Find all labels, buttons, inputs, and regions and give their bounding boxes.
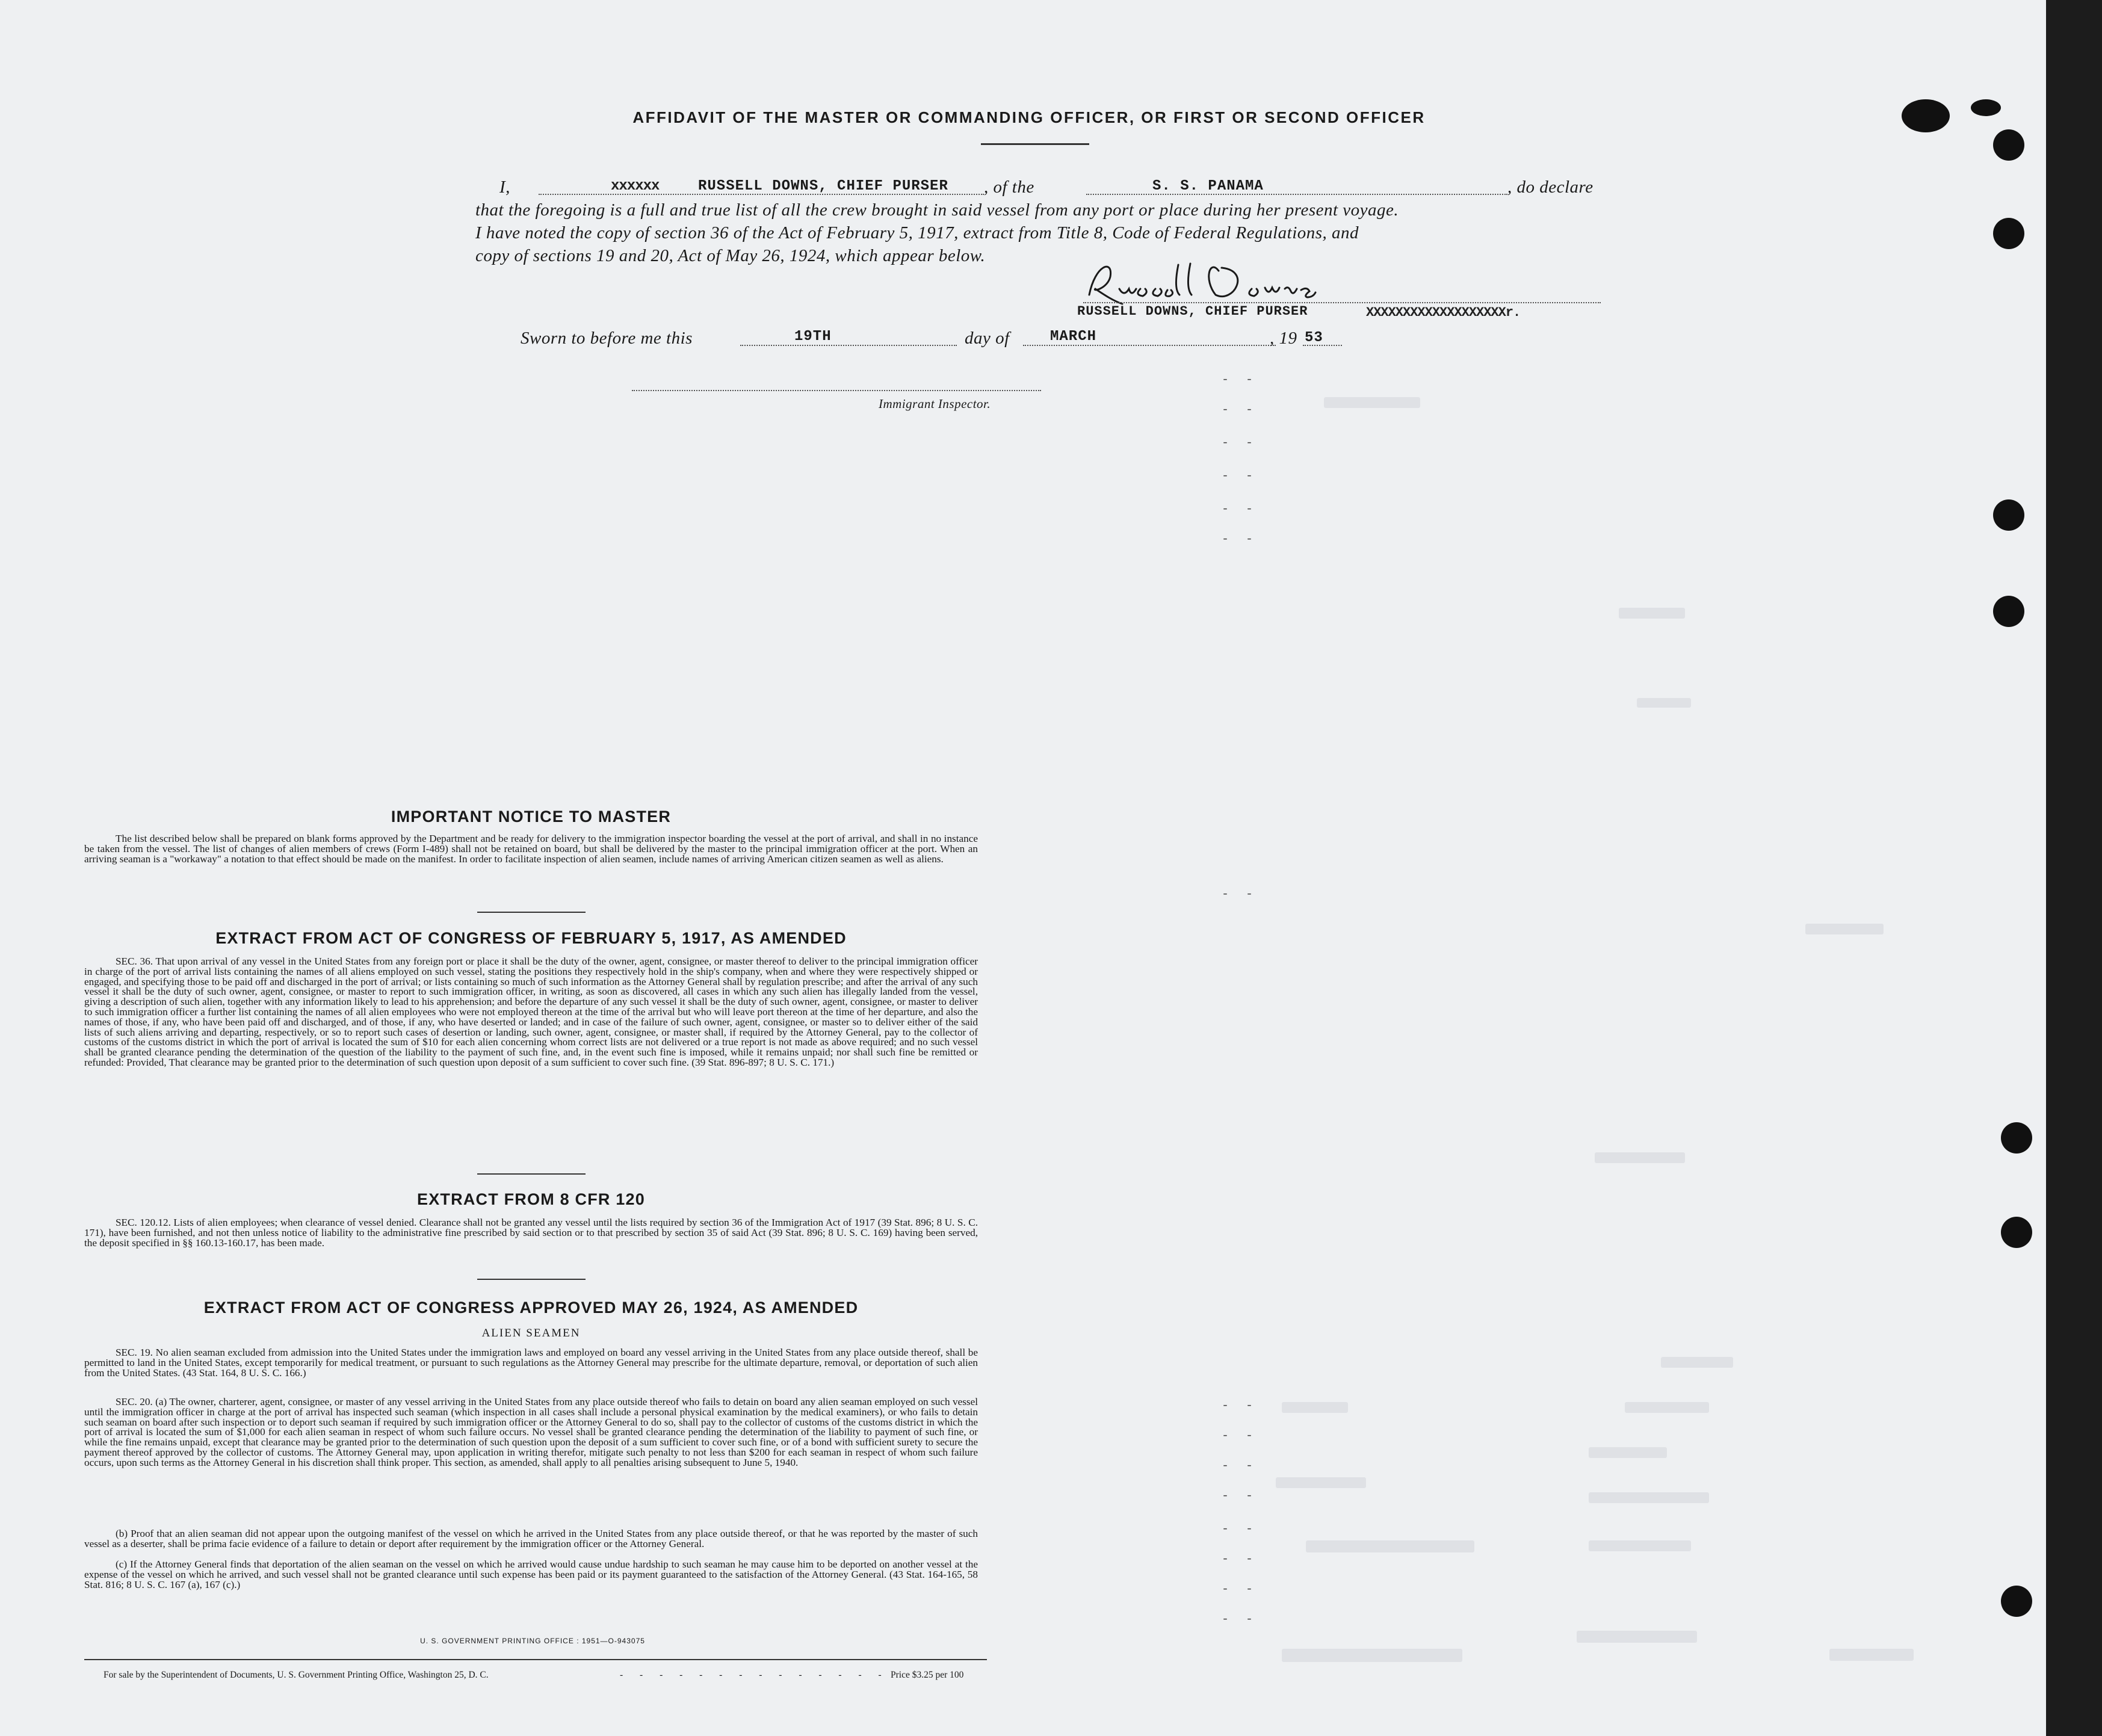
- bleed-through-mark: [1637, 698, 1691, 708]
- sworn-month: MARCH: [1050, 329, 1097, 345]
- punch-hole: [1993, 129, 2024, 161]
- ink-blot: [1971, 99, 2001, 116]
- bleed-through-dash: - -: [1222, 1522, 1258, 1536]
- sale-notice: For sale by the Superintendent of Documents, U. S. Government Printing Office, Washington 25, D. C.: [104, 1670, 489, 1680]
- bleed-through-dash: - -: [1222, 469, 1258, 483]
- sec20b-text: (b) Proof that an alien seaman did not appear upon the outgoing manifest of the vessel on which he arrived in the United States from any place outside thereof, or that he was reported by the master of such vessel as a deserter, shall be prima facie evidence of a failure to detain or deport after requirement by the immigration officer or the Attorney General.: [84, 1528, 978, 1549]
- bleed-through-dash: - -: [1222, 403, 1258, 417]
- bleed-through-dash: - -: [1222, 436, 1258, 450]
- footer-rule: [84, 1659, 987, 1660]
- notice-text: The list described below shall be prepared on blank forms approved by the Department and be ready for delivery to the immigration inspector boarding the vessel at the port of arrival, and shall in no instance be taken from the vessel. The list of changes of alien members of crews (Form I-489) shall not be retained on board, but shall be delivered by the master to the principal immigration officer at the port. When an arriving seaman is a "workaway" a notation to that effect should be made on the manifest. In order to facilitate inspection of alien seamen, include names of arriving American citizen seamen as well as aliens.: [84, 833, 978, 865]
- bleed-through-mark: [1589, 1540, 1691, 1551]
- bleed-through-dash: - -: [1222, 1489, 1258, 1503]
- sworn-label: Sworn to before me this: [521, 329, 693, 348]
- bleed-through-mark: [1324, 397, 1420, 408]
- notice-divider: [477, 912, 586, 913]
- signature-field-line: [1083, 302, 1601, 303]
- extract-cfr-text: SEC. 120.12. Lists of alien employees; when clearance of vessel denied. Clearance shall not be granted any vessel until the lists required by section 36 of the Immigration Act of 1917 (39 Stat. 896; 8 U. S. C. 171), have been furnished, and not then unless notice of liability to the administrative fine prescribed by said section or to that prescribed by section 35 of said Act (39 Stat. 896; 8 U. S. C. 169) having been served, the deposit specified in §§ 160.13-160.17, has been made.: [84, 1217, 978, 1249]
- day-of-label: day of: [965, 329, 1010, 348]
- scan-edge: [2046, 0, 2102, 1736]
- struck-prefix: xxxxxx: [611, 178, 660, 194]
- affidavit-title: AFFIDAVIT OF THE MASTER OR COMMANDING OFFICER, OR FIRST OR SECOND OFFICER: [632, 108, 1426, 126]
- punch-hole: [2001, 1122, 2032, 1154]
- bleed-through-dash: - -: [1222, 1399, 1258, 1413]
- bleed-through-dash: - -: [1222, 1429, 1258, 1443]
- punch-hole: [2001, 1217, 2032, 1248]
- vessel-field-line: [1086, 194, 1507, 195]
- declaration-line-2: that the foregoing is a full and true list of all the crew brought in said vessel from any port or place during her present voyage.: [475, 200, 1399, 220]
- extract-cfr-divider: [477, 1279, 586, 1280]
- punch-hole: [1993, 596, 2024, 627]
- bleed-through-dash: - -: [1222, 1583, 1258, 1596]
- punch-hole: [2001, 1586, 2032, 1617]
- bleed-through-dash: - -: [1222, 1459, 1258, 1473]
- sworn-day-line: [740, 345, 957, 346]
- signature-typed-name: RUSSELL DOWNS, CHIEF PURSER: [1077, 304, 1308, 319]
- sworn-year: 53: [1305, 330, 1323, 346]
- year-line: [1303, 345, 1342, 346]
- struck-title: XXXXXXXXXXXXXXXXXXXr.: [1366, 305, 1521, 320]
- inspector-signature-line: [632, 390, 1041, 391]
- bleed-through-mark: [1805, 924, 1884, 934]
- price-notice: Price $3.25 per 100: [891, 1670, 964, 1680]
- do-declare-label: , do declare: [1507, 178, 1594, 197]
- bleed-through-mark: [1282, 1402, 1348, 1413]
- bleed-through-mark: [1661, 1357, 1733, 1368]
- bleed-through-mark: [1276, 1477, 1366, 1488]
- bleed-through-mark: [1577, 1631, 1697, 1643]
- bleed-through-mark: [1829, 1649, 1914, 1661]
- declaration-line-3: I have noted the copy of section 36 of the Act of February 5, 1917, extract from Title 8, Code of Federal Regulations, and: [475, 223, 1359, 242]
- bleed-through-mark: [1619, 608, 1685, 619]
- extract-1917-title: EXTRACT FROM ACT OF CONGRESS OF FEBRUARY 5, 1917, AS AMENDED: [215, 929, 847, 947]
- sworn-month-line: [1023, 345, 1276, 346]
- gpo-imprint: U. S. GOVERNMENT PRINTING OFFICE : 1951—O-943075: [420, 1637, 645, 1645]
- bleed-through-dash: - -: [1222, 502, 1258, 516]
- title-underline: [981, 143, 1089, 145]
- vessel-name: S. S. PANAMA: [1152, 178, 1264, 194]
- ink-blot: [1902, 99, 1950, 132]
- of-the-label: , of the: [984, 178, 1034, 197]
- bleed-through-mark: [1625, 1402, 1709, 1413]
- punch-hole: [1993, 218, 2024, 249]
- extract-1917-divider: [477, 1173, 586, 1175]
- inspector-label: Immigrant Inspector.: [879, 397, 991, 411]
- sec19-text: SEC. 19. No alien seaman excluded from admission into the United States under the immigration laws and employed on board any vessel arriving in the United States from any place outside thereof, shall be permitted to land in the United States, except temporarily for medical treatment, or pursuant to such regulations as the Attorney General may prescribe for the ultimate departure, removal, or deportation of such alien from the United States. (43 Stat. 164, 8 U. S. C. 166.): [84, 1347, 978, 1379]
- bleed-through-mark: [1306, 1540, 1474, 1552]
- punch-hole: [1993, 499, 2024, 531]
- alien-seamen-subtitle: ALIEN SEAMEN: [481, 1327, 581, 1339]
- sworn-day: 19TH: [794, 329, 832, 345]
- bleed-through-mark: [1589, 1447, 1667, 1458]
- sec20a-text: SEC. 20. (a) The owner, charterer, agent, consignee, or master of any vessel arriving in the United States from any place outside thereof who fails to detain on board any alien seaman employed on such vessel until the immigration officer in charge at the port of arrival has inspected such seaman (which inspection in all cases shall include a personal physical examination by the medical examiners), or who fails to detain such seaman on board after such inspection or to deport such seaman if required by such immigration officer or the Attorney General to do so, shall pay to the collector of customs of the customs district in which the port of arrival is located the sum of $1,000 for each alien seaman in respect of whom such failure occurs. No vessel shall be granted clearance pending the determination of the liability to payment of such fine, or while the fine remains unpaid, except that clearance may be granted prior to the determination of such question upon the deposit of a sum sufficient to cover such fine, or of a bond with sufficient surety to secure the payment thereof approved by the collector of customs. The Attorney General may, upon application in writing therefor, mitigate such penalty to not less than $200 for each seaman in respect of whom such failure occurs, upon such terms as the Attorney General in his discretion shall think proper. This section, as amended, shall apply to all penalties arising subsequent to June 5, 1940.: [84, 1396, 978, 1468]
- declaration-line-4: copy of sections 19 and 20, Act of May 26, 1924, which appear below.: [475, 246, 986, 265]
- footer-leader-dots: - - - - - - - - - - - - - -: [620, 1670, 889, 1680]
- notice-title: IMPORTANT NOTICE TO MASTER: [391, 808, 672, 826]
- bleed-through-mark: [1589, 1492, 1709, 1503]
- bleed-through-mark: [1282, 1649, 1462, 1662]
- extract-1917-text: SEC. 36. That upon arrival of any vessel in the United States from any foreign port or place it shall be the duty of the owner, agent, consignee, or master thereof to deliver to the principal immigration officer in charge of the port of arrival lists containing the names of all aliens employed on such vessel, stating the positions they respectively hold in the ship's company, when and where they were respectively shipped or engaged, and specifying those to be paid off and discharged in the port of arrival; or lists containing so much of such information as the Attorney General shall by regulation prescribe; and after the arrival of any such vessel it shall be the duty of such owner, agent, consignee, or master to report to such immigration officer, in writing, as soon as discovered, all cases in which any such alien has illegally landed from the vessel, giving a description of such alien, together with any information likely to lead to his apprehension; and before the departure of any such vessel it shall be the duty of such owner, agent, consignee, or master to deliver to such immigration officer a further list containing the names of all alien employees who were not employed thereon at the time of the arrival but who will leave port thereon at the time of her departure, and also the names of those, if any, who have been paid off and discharged, and of those, if any, who have deserted or landed; and in case of the failure of such owner, agent, consignee, or master so to deliver either of the said lists of such aliens arriving and departing, respectively, or so to report such cases of desertion or landing, such owner, agent, consignee, or master shall, if required by the Attorney General, pay to the collector of customs of the customs district in which the port of arrival is located the sum of $10 for each alien concerning whom correct lists are not delivered or a true report is not made as above required; and no such vessel shall be granted clearance pending the determination of the question of the liability to the payment of such fine, and, in the event such fine is imposed, while it remains unpaid; nor shall such fine be remitted or refunded: Provided, That clearance may be granted prior to the determination of such question upon deposit of a sum sufficient to cover such fine. (39 Stat. 896-897; 8 U. S. C. 171.): [84, 956, 978, 1068]
- sec20c-text: (c) If the Attorney General finds that deportation of the alien seaman on the vessel on which he arrived would cause undue hardship to such seaman he may cause him to be deported on another vessel at the expense of the vessel on which he arrived, and such vessel shall not be granted clearance until such expense has been paid or its payment guaranteed to the satisfaction of the Attorney General. (43 Stat. 164-165, 58 Stat. 816; 8 U. S. C. 167 (a), 167 (c).): [84, 1558, 978, 1590]
- year-prefix: , 19: [1270, 329, 1297, 348]
- extract-cfr-title: EXTRACT FROM 8 CFR 120: [417, 1190, 645, 1208]
- bleed-through-mark: [1595, 1152, 1685, 1163]
- declaration-i: I,: [499, 178, 510, 197]
- bleed-through-dash: - -: [1222, 1552, 1258, 1566]
- declarant-name: RUSSELL DOWNS, CHIEF PURSER: [698, 178, 948, 194]
- bleed-through-dash: - -: [1222, 373, 1258, 387]
- extract-1924-title: EXTRACT FROM ACT OF CONGRESS APPROVED MAY 26, 1924, AS AMENDED: [203, 1299, 859, 1317]
- bleed-through-dash: - -: [1222, 533, 1258, 546]
- bleed-through-dash: - -: [1222, 888, 1258, 901]
- bleed-through-dash: - -: [1222, 1613, 1258, 1626]
